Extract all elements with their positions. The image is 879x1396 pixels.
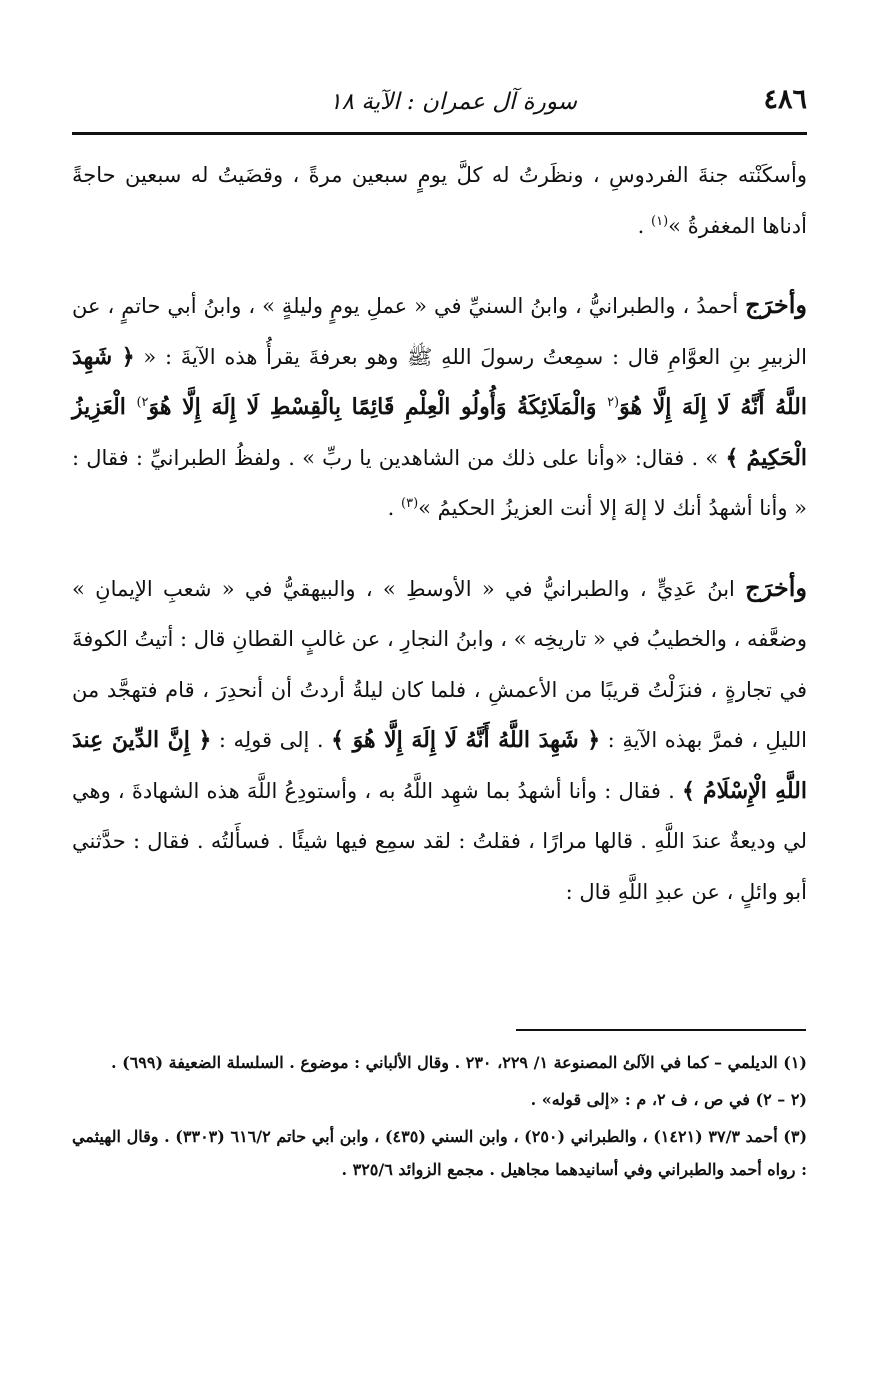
footnotes (72, 1046, 807, 1190)
paragraph-2 (72, 280, 807, 534)
paragraph-3-lead: وأخرَج (745, 572, 807, 602)
page-number: ٤٨٦ (763, 84, 807, 115)
footnote-ref-2-open: (٢ (607, 395, 620, 410)
quran-verse-1-cont: وَالْمَلَائِكَةُ وَأُولُو الْعِلْمِ قَائِمًا بِالْقِسْطِ لَا إِلَهَ إِلَّا هُوَ (148, 394, 608, 420)
paragraph-3-text-a: ابنُ عَدِيٍّ ، والطبرانيُّ في « الأوسطِ » ، والبيهقيُّ في « شعبِ الإيمانِ » وضعَّفه ، والخطيبُ في « تاريخِه » ، وابنُ النجارِ ، عن غالبٍ القطانِ قال : أتيتُ الكوفةَ في تجارةٍ ، فنزَلْتُ قريبًا من الأعمشِ ، فلما كان ليلةُ أردتُ أن أنحدِرَ ، قام فتهجَّد من الليلِ ، فمرَّ بهذه الآيةِ : (72, 576, 807, 752)
quran-verse-2: ﴿ شَهِدَ اللَّهُ أَنَّهُ لَا إِلَهَ إِلَّا هُوَ ﴾ (331, 727, 601, 753)
header-rule (72, 132, 807, 135)
paragraph-1 (72, 150, 807, 251)
footnote-ref-2-close: ٢) (136, 395, 149, 410)
paragraph-2-text-a: أحمدُ ، والطبرانيُّ ، وابنُ السنيِّ في « عملِ يومٍ وليلةٍ » ، وابنُ أبي حاتمٍ ، عن الزبيرِ بنِ العوَّامِ قال : سمِعتُ رسولَ اللهِ ﷺ وهو بعرفةَ يقرأُ هذه الآيةَ : « (72, 294, 808, 369)
paragraph-2-end: . (387, 496, 402, 520)
main-text (72, 150, 807, 946)
footnote-ref-3: (٣) (401, 496, 419, 511)
paragraph-2-lead: وأخرَج (745, 290, 807, 319)
paragraph-3-text-b: . إلى قولِه : (211, 728, 332, 752)
footnote-3: (٣) أحمد ٣٧/٣ (١٤٢١) ، والطبراني (٢٥٠) ، وابن السني (٤٣٥) ، وابن أبي حاتم ٦١٦/٢ (٣٣٠٣) . وقال الهيثمي : رواه أحمد والطبراني وفي أسانيدهما مجاهيل . مجمع الزوائد ٣٢٥/٦ . (72, 1127, 808, 1179)
footnote-ref-1: (١) (651, 213, 669, 229)
footnote-rule (516, 1029, 806, 1031)
quran-verse-3: ﴿ إِنَّ الدِّينَ عِندَ اللَّهِ الْإِسْلَامُ ﴾ (72, 727, 807, 804)
quran-verse-1-end: الْعَزِيزُ الْحَكِيمُ ﴾ (72, 394, 808, 471)
paragraph-1-end: . (637, 213, 652, 238)
quran-verse-1: ﴿ شَهِدَ اللَّهُ أَنَّهُ لَا إِلَهَ إِلَّا هُوَ (72, 343, 807, 420)
footnote-1: (١) الديلمي – كما في الآلئ المصنوعة ١/ ٢٢٩، ٢٣٠ . وقال الألباني : موضوع . السلسلة الضعيفة (٦٩٩) . (110, 1053, 807, 1072)
footnote-2: (٢ – ٢) في ص ، ف ٢، م : «إلى قوله» . (530, 1090, 807, 1109)
paragraph-2-text-b: » . فقال: «وأنا على ذلك من الشاهدين يا ربِّ » . ولفظُ الطبرانيِّ : فقال : « وأنا أشهدُ أنك لا إلهَ إلا أنت العزيزُ الحكيمُ » (72, 445, 807, 520)
paragraph-1-text: وأسكَنْته جنةَ الفردوسِ ، ونظَرتُ له كلَّ يومٍ سبعين مرةً ، وقضَيتُ له سبعين حاجةً أدناها المغفرةُ » (72, 163, 807, 238)
paragraph-3-text-c: . فقال : وأنا أشهدُ بما شهِد اللَّهُ به ، وأستودِعُ اللَّهَ هذه الشهادةَ ، وهي لي وديعةٌ عندَ اللَّهِ . قالها مرارًا ، فقلتُ : لقد سمِع فيها شيئًا . فسأَلتُه . فقال : حدَّثني أبو وائلٍ ، عن عبدِ اللَّهِ قال : (72, 778, 807, 904)
page-header (68, 80, 807, 126)
paragraph-3 (72, 563, 807, 918)
running-head: سورة آل عمران : الآية ١٨ (329, 89, 577, 115)
